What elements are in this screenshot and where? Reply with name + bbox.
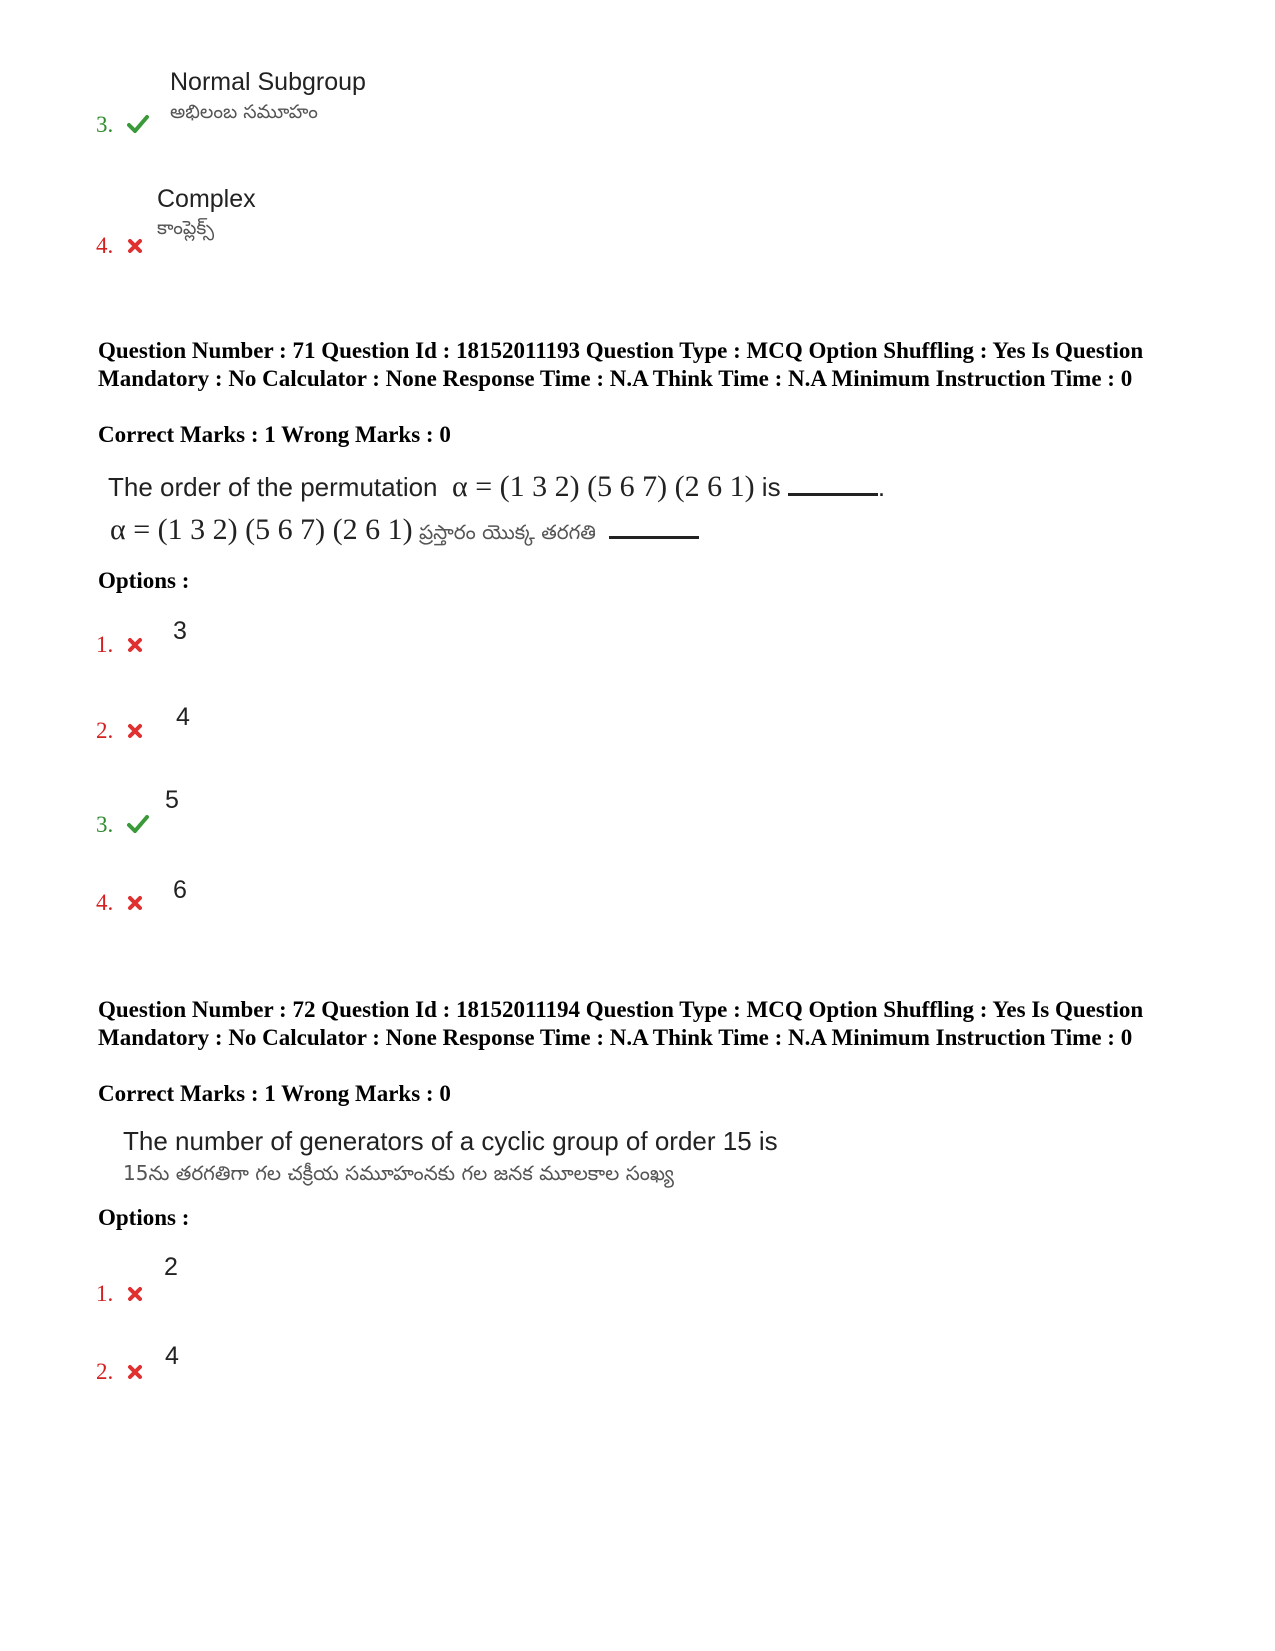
cross-icon xyxy=(127,891,143,917)
marks-info: Correct Marks : 1 Wrong Marks : 0 xyxy=(98,422,451,447)
question-telugu: α = (1 3 2) (5 6 7) (2 6 1) ప్రస్తారం యొక్క తరగతి xyxy=(110,513,699,549)
permutation-expression: α = (1 3 2) (5 6 7) (2 6 1) xyxy=(110,513,413,546)
option-value: 5 xyxy=(165,786,179,814)
option-number: 4. xyxy=(96,233,143,260)
option-value: 6 xyxy=(173,876,187,904)
permutation-expression: α = (1 3 2) (5 6 7) (2 6 1) xyxy=(451,470,755,503)
option-text: Normal Subgroup xyxy=(170,68,366,96)
option-number: 3. xyxy=(96,812,149,839)
answer-blank xyxy=(788,489,878,496)
cross-icon xyxy=(127,1282,143,1308)
question-text: The order of the permutation α = (1 3 2) (5 6 7) (2 6 1) is . xyxy=(108,470,886,503)
cross-icon xyxy=(127,1360,143,1386)
option-text: Complex xyxy=(157,185,256,213)
option-value: 3 xyxy=(173,617,187,645)
cross-icon xyxy=(127,719,143,745)
option-number: 3. xyxy=(96,112,149,139)
option-number: 2. xyxy=(96,718,143,745)
check-icon xyxy=(127,813,149,839)
option-number: 1. xyxy=(96,632,143,659)
option-value: 2 xyxy=(164,1253,178,1281)
marks-info: Correct Marks : 1 Wrong Marks : 0 xyxy=(98,1081,451,1106)
question-text: The number of generators of a cyclic group of order 15 is xyxy=(123,1126,778,1156)
option-number: 2. xyxy=(96,1359,143,1386)
option-value: 4 xyxy=(165,1342,179,1370)
question-telugu: 15ను తరగతిగా గల చక్రీయ సమూహంనకు గల జనక మూలకాల సంఖ్య xyxy=(123,1161,674,1185)
option-value: 4 xyxy=(176,703,190,731)
cross-icon xyxy=(127,234,143,260)
check-icon xyxy=(127,113,149,139)
cross-icon xyxy=(127,633,143,659)
option-telugu: కాంప్లెక్స్ xyxy=(157,217,215,239)
option-number: 4. xyxy=(96,890,143,917)
option-telugu: అభిలంబ సమూహం xyxy=(170,101,318,123)
answer-blank xyxy=(609,532,699,539)
question-meta: Question Number : 72 Question Id : 18152011194 Question Type : MCQ Option Shuffling : Yes Is Question Mandatory : No Calculator : None Response Time : N.A Think Time : N.A Minimum Instruction Time : 0 xyxy=(98,997,1144,1050)
options-label: Options : xyxy=(98,568,190,593)
question-meta: Question Number : 71 Question Id : 18152011193 Question Type : MCQ Option Shuffling : Yes Is Question Mandatory : No Calculator : None Response Time : N.A Think Time : N.A Minimum Instruction Time : 0 xyxy=(98,338,1144,391)
option-number: 1. xyxy=(96,1281,143,1308)
options-label: Options : xyxy=(98,1205,190,1230)
